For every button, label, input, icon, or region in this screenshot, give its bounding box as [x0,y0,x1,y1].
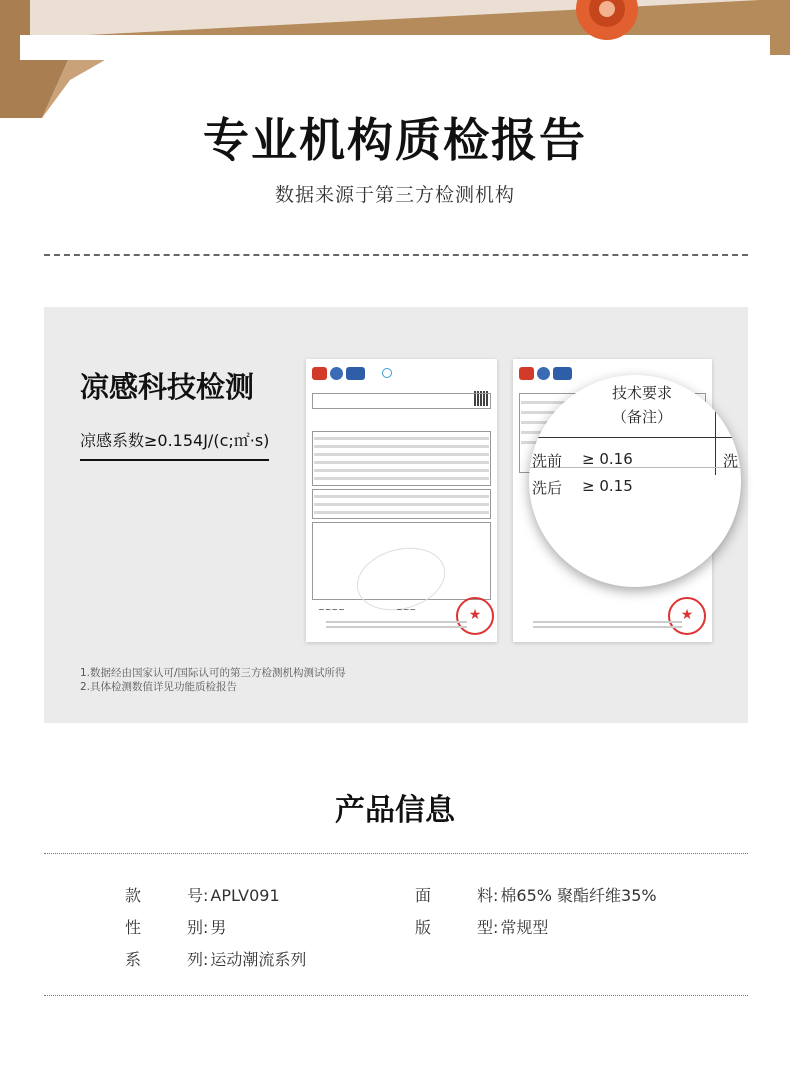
signature-icon: ~~~~ [318,605,345,614]
spec-value: APLV091 [210,886,280,905]
spec-value: 常规型 [500,918,549,937]
report-header [312,367,491,383]
row1-value: ≥ 0.16 [582,450,633,468]
utc-logo-icon [382,368,392,378]
report-footer-line [533,626,682,628]
test-report-page-1 [306,359,497,642]
cnas-logo-icon [553,367,572,380]
report-title-box [312,393,491,409]
red-seal-icon [668,597,706,635]
page-title: 专业机构质检报告 [203,113,587,167]
ma-logo-icon [312,367,327,380]
cnas-logo-icon [346,367,365,380]
inspection-panel [44,307,748,723]
magnifier-header-line2: （备注） [611,408,672,426]
spec-fit: 版型: 常规型 [415,915,548,938]
report-line [314,503,489,506]
spec-label: 面料 [415,886,493,905]
spec-gender: 性别: 男 [125,915,226,938]
row2-value: ≥ 0.15 [582,477,633,495]
report-footer-line [326,626,467,628]
magnifier-header [587,381,697,429]
report-footer-line [533,621,682,623]
ma-logo-icon [519,367,534,380]
ilac-logo-icon [537,367,550,380]
report-line [314,461,489,464]
table-border [529,437,741,438]
spec-value: 男 [210,918,227,937]
report-footer-line [326,621,467,623]
dotted-divider [44,995,748,996]
report-line [314,445,489,448]
report-line [314,495,489,498]
top-decoration [0,0,790,120]
spec-fabric: 面料: 棉65% 聚酯纤维35% [415,883,657,906]
row1-label: 洗前 [532,452,563,470]
cooling-coefficient: 凉感系数≥0.154J/(c;㎡·s) [80,428,269,461]
spec-label: 版型 [415,918,493,937]
report-line [314,469,489,472]
spec-label: 系列 [125,950,203,969]
panel-heading: 凉感科技检测 [80,370,255,404]
report-line [314,437,489,440]
report-line [314,453,489,456]
report-line [314,477,489,480]
spec-label: 款号 [125,886,203,905]
column-fragment: 洗 [723,452,739,470]
product-info-title: 产品信息 [335,793,455,828]
spec-label: 性别 [125,918,203,937]
dotted-divider [44,853,748,854]
page-subtitle: 数据来源于第三方检测机构 [274,184,515,206]
spec-series: 系列: 运动潮流系列 [125,947,306,970]
magnifier-lens [529,375,741,587]
note-1: 1.数据经由国家认可/国际认可的第三方检测机构测试所得 [80,667,346,679]
signature-icon: ~~~ [396,605,417,614]
table-border [715,375,716,475]
report-line [314,511,489,514]
dashed-divider [44,254,748,256]
ilac-logo-icon [330,367,343,380]
spec-value: 棉65% 聚酯纤维35% [500,886,657,905]
spec-style-number: 款号: APLV091 [125,883,280,906]
note-2: 2.具体检测数值详见功能质检报告 [80,681,238,693]
spec-value: 运动潮流系列 [210,950,307,969]
row2-label: 洗后 [532,479,563,497]
red-seal-icon [456,597,494,635]
magnifier-header-line1: 技术要求 [611,384,672,402]
